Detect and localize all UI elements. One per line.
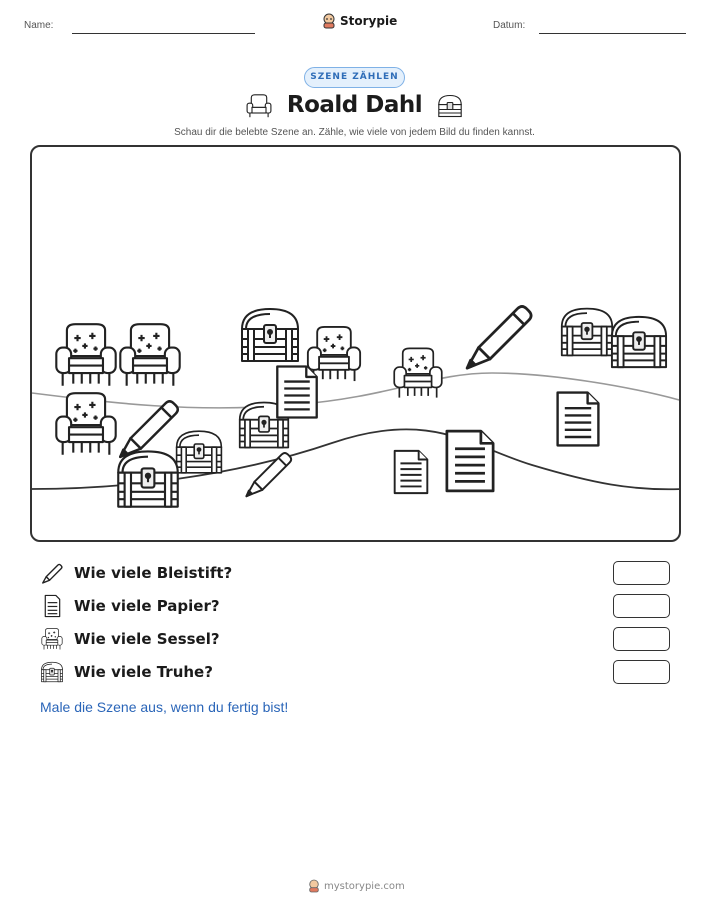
name-input-line[interactable] — [72, 33, 255, 34]
scene-armchair — [308, 327, 360, 381]
counting-scene — [30, 145, 681, 542]
scene-paper — [277, 366, 316, 417]
activity-badge: SZENE ZÄHLEN — [304, 67, 405, 88]
footer — [308, 879, 405, 893]
paper-icon — [40, 594, 64, 618]
answer-box-chest[interactable] — [613, 660, 670, 684]
question-pencil — [40, 560, 670, 586]
scene-chest — [612, 317, 666, 367]
question-armchair — [40, 626, 670, 652]
scene-pencil — [120, 401, 178, 457]
pencil-icon — [40, 561, 64, 585]
scene-paper — [447, 431, 493, 491]
armchair-icon — [40, 627, 64, 651]
brand-name: Storypie — [340, 14, 398, 28]
question-label: Wie viele Sessel? — [74, 630, 220, 648]
coloring-instruction: Male die Szene aus, wenn du fertig bist! — [40, 699, 289, 715]
name-label: Name: — [24, 20, 54, 31]
storypie-mascot-icon — [308, 879, 320, 893]
question-label: Wie viele Bleistift? — [74, 564, 233, 582]
scene-chest — [177, 431, 222, 473]
question-paper — [40, 593, 670, 619]
page-subtitle: Schau dir die belebte Szene an. Zähle, wie viele von jedem Bild du finden kannst. — [174, 127, 535, 138]
question-label: Wie viele Truhe? — [74, 663, 213, 681]
scene-armchair — [56, 324, 115, 386]
question-label: Wie viele Papier? — [74, 597, 220, 615]
scene-chest — [562, 309, 612, 356]
scene-pencil — [467, 306, 531, 368]
footer-url[interactable]: mystorypie.com — [324, 880, 405, 892]
storypie-mascot-icon — [322, 13, 336, 29]
scene-chest — [118, 451, 178, 506]
page-title: Roald Dahl — [286, 92, 423, 118]
date-label: Datum: — [493, 20, 526, 31]
scene-armchair — [394, 348, 442, 397]
scene-paper — [395, 451, 428, 493]
answer-box-armchair[interactable] — [613, 627, 670, 651]
brand-logo — [322, 13, 397, 29]
scene-armchair — [56, 393, 115, 455]
scene-armchair — [120, 324, 179, 386]
scene-paper — [558, 393, 599, 446]
scene-chest — [242, 309, 298, 361]
scene-pencil — [246, 453, 291, 496]
question-chest — [40, 659, 670, 685]
chest-icon — [436, 92, 464, 120]
chest-icon — [40, 660, 64, 684]
answer-box-pencil[interactable] — [613, 561, 670, 585]
date-input-line[interactable] — [539, 33, 686, 34]
answer-box-paper[interactable] — [613, 594, 670, 618]
